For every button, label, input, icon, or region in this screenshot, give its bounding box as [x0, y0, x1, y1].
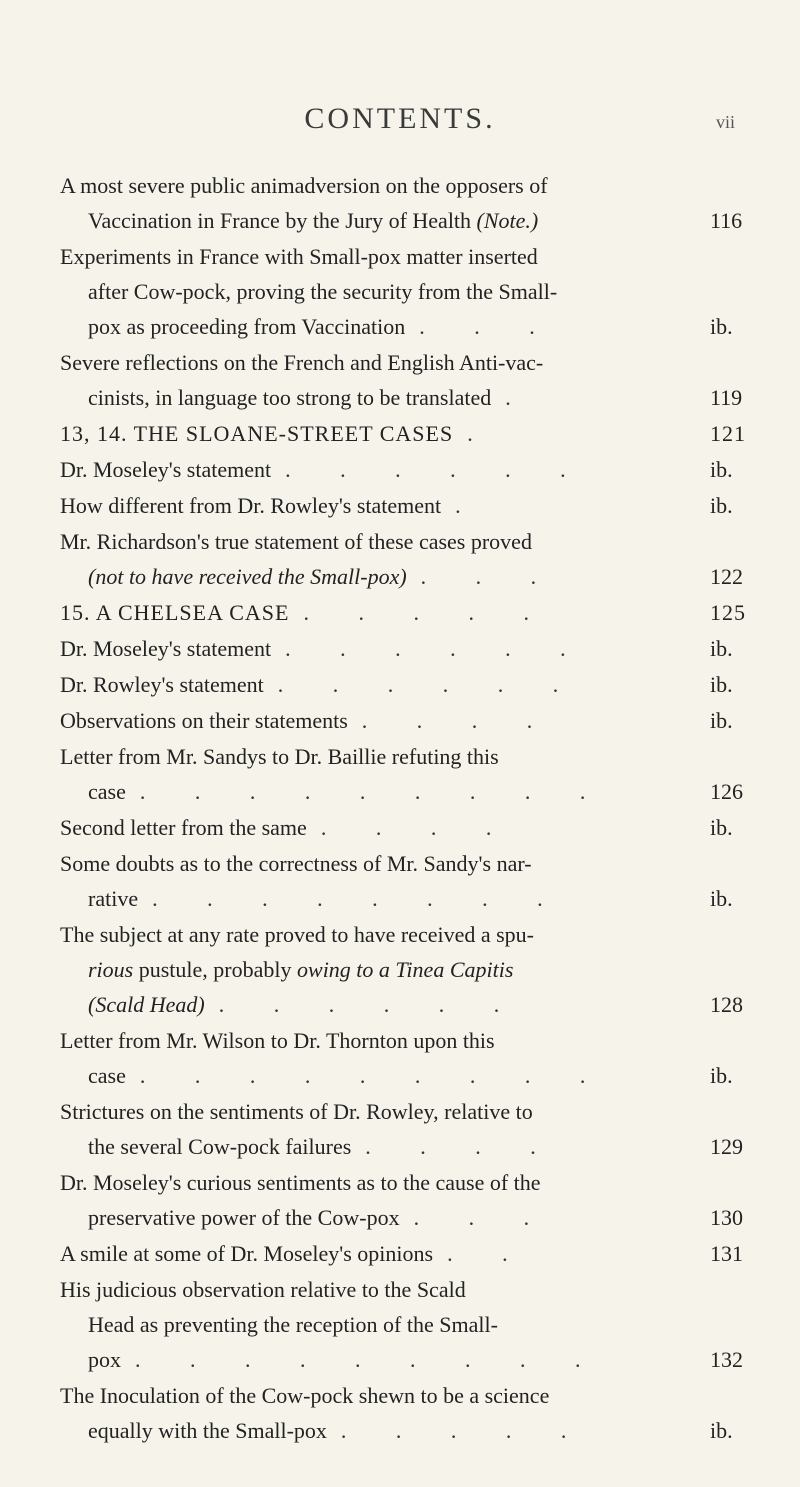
toc-entry: A most severe public animadversion on the opposers of Vaccination in France by the Jury of Health (Note.) 116: [60, 168, 760, 238]
toc-entry: Observations on their statements . . . . ib.: [60, 703, 760, 738]
toc-page-number: 121: [710, 421, 746, 446]
toc-entry: 13, 14. THE SLOANE-STREET CASES . 121: [60, 416, 760, 451]
toc-entry: Strictures on the sentiments of Dr. Rowley, relative to the several Cow-pock failures . . . . 129: [60, 1094, 760, 1164]
table-of-contents: [60, 168, 760, 1449]
toc-page-number: ib.: [710, 815, 733, 840]
toc-entry: Letter from Mr. Wilson to Dr. Thornton upon this case . . . . . . . . . ib.: [60, 1023, 760, 1093]
toc-page-number: 126: [710, 779, 743, 804]
toc-entry: The Inoculation of the Cow-pock shewn to be a science equally with the Small-pox . . . . . ib.: [60, 1378, 760, 1448]
toc-page-number: 132: [710, 1347, 743, 1372]
toc-page-number: ib.: [710, 493, 733, 518]
toc-page-number: 119: [710, 385, 743, 410]
toc-page-number: ib.: [710, 1063, 733, 1088]
toc-entry: A smile at some of Dr. Moseley's opinions . . 131: [60, 1236, 760, 1271]
toc-entry: Severe reflections on the French and English Anti-vac- cinists, in language too strong to be translated . 119: [60, 345, 760, 415]
toc-entry: His judicious observation relative to the Scald Head as preventing the reception of the Small- pox . . . . . . . . . 132: [60, 1272, 760, 1377]
toc-page-number: 122: [710, 564, 743, 589]
toc-page-number: 131: [710, 1241, 743, 1266]
toc-page-number: ib.: [710, 457, 733, 482]
toc-entry: Dr. Moseley's statement . . . . . . ib.: [60, 631, 760, 666]
toc-page-number: ib.: [710, 708, 733, 733]
toc-entry: Experiments in France with Small-pox matter inserted after Cow-pock, proving the security from the Small- pox as proceeding from Vaccination . . . ib.: [60, 239, 760, 344]
toc-page-number: 125: [710, 600, 746, 625]
toc-entry: Dr. Moseley's curious sentiments as to the cause of the preservative power of the Cow-pox . . . 130: [60, 1165, 760, 1235]
page-number: vii: [716, 112, 736, 132]
toc-entry: Dr. Moseley's statement . . . . . . ib.: [60, 452, 760, 487]
toc-entry: Letter from Mr. Sandys to Dr. Baillie refuting this case . . . . . . . . . 126: [60, 739, 760, 809]
toc-entry: Some doubts as to the correctness of Mr. Sandy's nar- rative . . . . . . . . ib.: [60, 846, 760, 916]
toc-entry: How different from Dr. Rowley's statement . ib.: [60, 488, 760, 523]
toc-page-number: 129: [710, 1134, 743, 1159]
toc-entry: Mr. Richardson's true statement of these cases proved (not to have received the Small-pox) . . . 122: [60, 524, 760, 594]
toc-page-number: ib.: [710, 672, 733, 697]
toc-entry: Second letter from the same . . . . ib.: [60, 810, 760, 845]
toc-page-number: ib.: [710, 314, 733, 339]
toc-entry: The subject at any rate proved to have received a spu- rious pustule, probably owing to a Tinea Capitis (Scald Head) . . . . . . 128: [60, 917, 760, 1022]
toc-page-number: ib.: [710, 636, 733, 661]
toc-page-number: 128: [710, 992, 743, 1017]
toc-page-number: ib.: [710, 886, 733, 911]
toc-entry: Dr. Rowley's statement . . . . . . ib.: [60, 667, 760, 702]
toc-page-number: 116: [710, 208, 743, 233]
toc-entry: 15. A CHELSEA CASE . . . . . 125: [60, 595, 760, 630]
toc-page-number: 130: [710, 1205, 743, 1230]
page-title: CONTENTS.: [304, 102, 496, 135]
toc-page-number: ib.: [710, 1418, 733, 1443]
